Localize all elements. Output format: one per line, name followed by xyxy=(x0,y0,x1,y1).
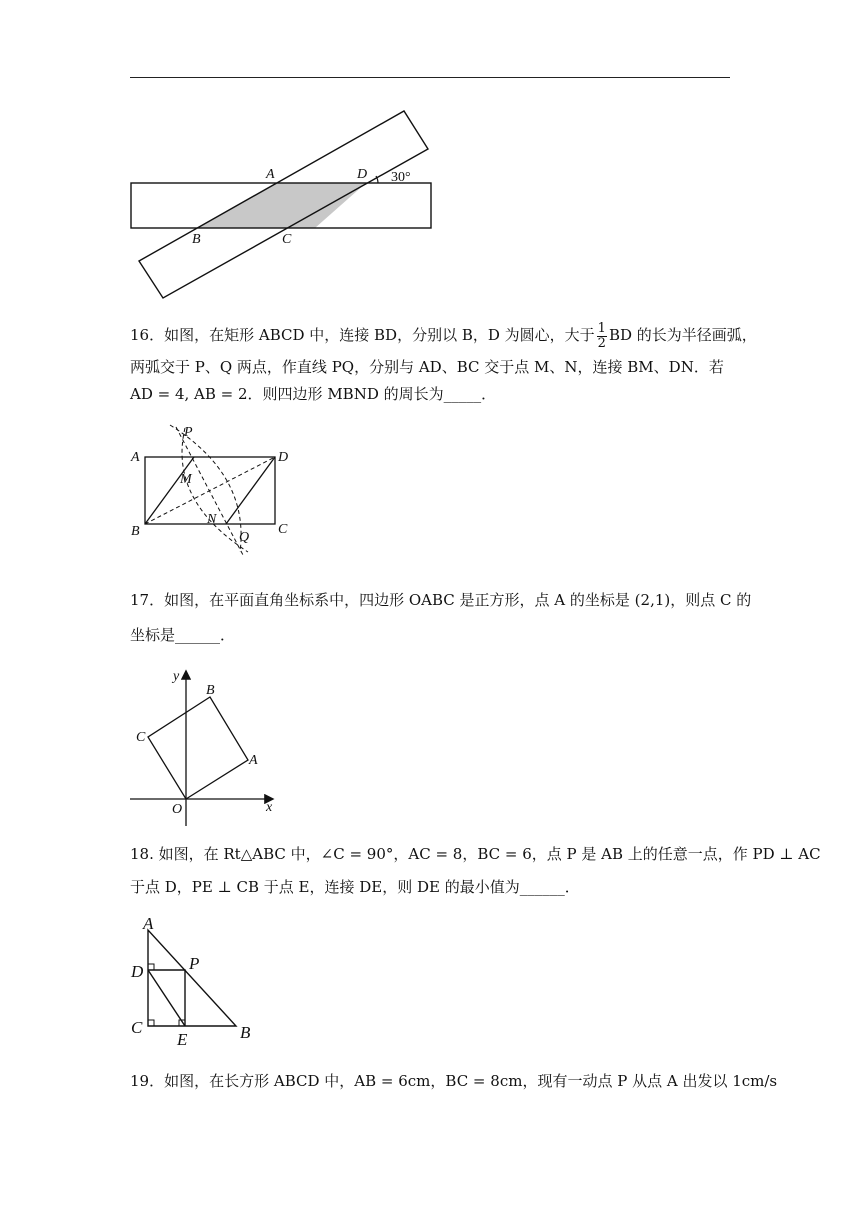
label-M: M xyxy=(180,472,192,487)
square-OABC xyxy=(148,697,248,799)
label-Q: Q xyxy=(239,530,250,545)
label-D: D xyxy=(278,450,289,465)
question-16 xyxy=(130,318,757,404)
q16-line2: 两弧交于 P、Q 两点，作直线 PQ，分别与 AD、BC 交于点 M、N，连接 BM、DN．若 xyxy=(130,358,724,376)
q17-line2: 坐标是______． xyxy=(130,626,236,644)
label-C: C xyxy=(136,730,146,745)
label-P: P xyxy=(184,425,193,440)
question-17 xyxy=(130,590,750,645)
segment-BM xyxy=(145,457,194,524)
label-A: A xyxy=(143,914,154,933)
q18-line1: 18. 如图，在 Rt△ABC 中，∠C = 90°，AC = 8，BC = 6，点 P 是 AB 上的任意一点，作 PD ⊥ AC xyxy=(130,845,821,863)
label-C: C xyxy=(131,1018,143,1037)
segment-DN xyxy=(226,457,275,524)
line-PQ xyxy=(176,427,243,555)
label-y: y xyxy=(173,669,180,684)
arc-from-B xyxy=(170,425,241,552)
label-N: N xyxy=(207,512,217,527)
label-A: A xyxy=(131,450,140,465)
label-B: B xyxy=(131,524,140,539)
label-E: E xyxy=(177,1030,188,1049)
fraction-half: $\frac{1}{2}$ xyxy=(597,320,606,351)
right-angle-mark-D xyxy=(148,964,154,970)
label-P: P xyxy=(189,954,200,973)
q16-line1-a: 16．如图，在矩形 ABCD 中，连接 BD，分别以 B，D 为圆心，大于 xyxy=(130,326,595,344)
label-A: A xyxy=(266,167,275,182)
figure-16-rectangle-construction xyxy=(125,420,295,570)
header-rule xyxy=(130,77,730,78)
label-C: C xyxy=(282,232,292,247)
q17-line1: 17．如图，在平面直角坐标系中，四边形 OABC 是正方形，点 A 的坐标是 (2,1)，则点 C 的 xyxy=(130,591,752,609)
label-B: B xyxy=(240,1023,251,1042)
label-C: C xyxy=(278,522,288,537)
label-D: D xyxy=(357,167,368,182)
right-angle-mark-C xyxy=(148,1020,154,1026)
angle-label: 30° xyxy=(391,170,411,185)
q16-line3: AD = 4, AB = 2．则四边形 MBND 的周长为_____． xyxy=(130,385,497,403)
label-B: B xyxy=(192,232,201,247)
figure-18-right-triangle xyxy=(125,912,265,1052)
segment-DE xyxy=(148,970,185,1026)
question-19 xyxy=(130,1071,778,1091)
label-B: B xyxy=(206,683,215,698)
label-D: D xyxy=(131,962,144,981)
question-18 xyxy=(130,844,821,897)
label-x: x xyxy=(266,800,273,815)
figure-17-square-on-axes xyxy=(125,665,285,825)
q19-line1: 19．如图，在长方形 ABCD 中，AB = 6cm，BC = 8cm，现有一动点 P 从点 A 出发以 1cm/s xyxy=(130,1072,778,1090)
q18-line2: 于点 D，PE ⊥ CB 于点 E，连接 DE，则 DE 的最小值为______． xyxy=(130,878,580,896)
figure-15-parallelogram-strips xyxy=(125,105,445,305)
shaded-parallelogram xyxy=(196,183,366,228)
label-O: O xyxy=(172,802,183,817)
triangle-ABC xyxy=(148,930,236,1026)
label-A: A xyxy=(249,753,258,768)
q16-line1-b: BD 的长为半径画弧， xyxy=(608,326,757,344)
